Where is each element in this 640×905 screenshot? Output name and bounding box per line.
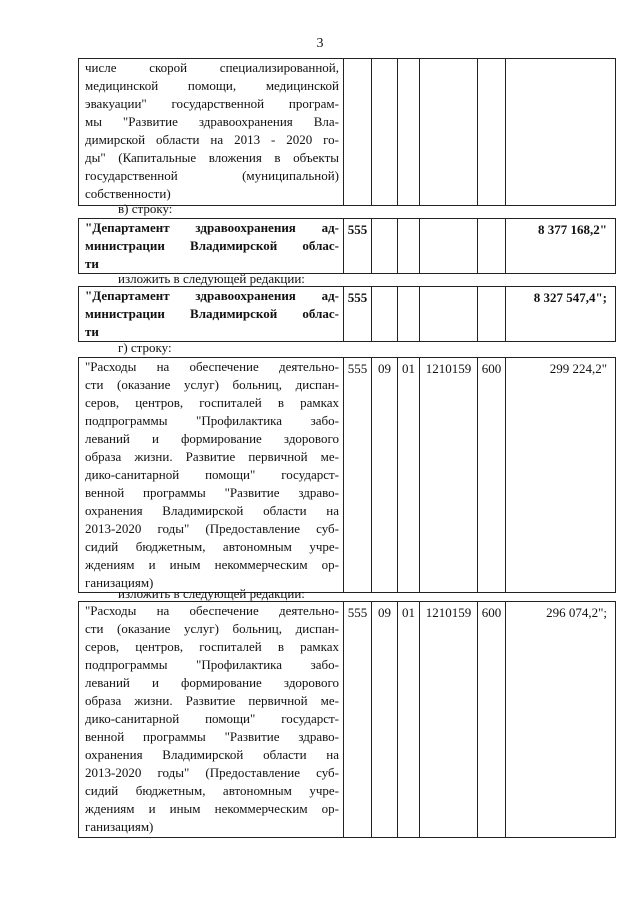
cell-code [344, 59, 372, 206]
text-line: охранения Владимирской области на [85, 747, 339, 762]
table-block-4 [78, 357, 616, 593]
row-description [79, 287, 344, 342]
cell-amount: 296 074,2"; [506, 602, 616, 838]
text-line: "Департамент здравоохранения ад- [85, 220, 339, 235]
text-line: дико-санитарной помощи" государст- [85, 467, 339, 482]
text-line: леваний и формирование здорового [85, 675, 339, 690]
cell-subsection [398, 287, 420, 342]
text-line: 2013-2020 годы" (Предоставление суб- [85, 765, 339, 780]
caption-edit-1: изложить в следующей редакции: [118, 271, 305, 286]
text-line: 2013-2020 годы" (Предоставление суб- [85, 521, 339, 536]
caption-edit-2: изложить в следующей редакции: [118, 586, 305, 601]
text-line: образа жизни. Развитие первичной ме- [85, 449, 339, 464]
table-row [79, 219, 616, 274]
cell-subsection [398, 59, 420, 206]
cell-type [478, 287, 506, 342]
text-line: министрации Владимирской облас- [85, 306, 339, 321]
caption-v: в) строку: [118, 201, 173, 216]
cell-code: 555 [344, 602, 372, 838]
cell-target [420, 59, 478, 206]
cell-code: 555 [344, 287, 372, 342]
cell-type [478, 219, 506, 274]
cell-code: 555 [344, 219, 372, 274]
text-line: сидий бюджетным, автономным учре- [85, 783, 339, 798]
text-line: серов, центров, госпиталей в рамках [85, 639, 339, 654]
text-line: ды" (Капитальные вложения в объекты [85, 150, 339, 165]
text-line: серов, центров, госпиталей в рамках [85, 395, 339, 410]
text-line: димирской области на 2013 - 2020 го- [85, 132, 339, 147]
caption-g: г) строку: [118, 340, 172, 355]
text-line: "Департамент здравоохранения ад- [85, 288, 339, 303]
text-line: эвакуации" государственной програм- [85, 96, 339, 111]
text-line: сидий бюджетным, автономным учре- [85, 539, 339, 554]
cell-subsection: 01 [398, 602, 420, 838]
text-line: медицинской помощи, медицинской [85, 78, 339, 93]
cell-type: 600 [478, 358, 506, 593]
cell-type [478, 59, 506, 206]
text-line: ждениям и иным некоммерческим ор- [85, 801, 339, 816]
table-block-1 [78, 58, 616, 206]
cell-amount: 8 377 168,2" [506, 219, 616, 274]
table-row [79, 59, 616, 206]
text-line: числе скорой специализированной, [85, 60, 339, 75]
cell-subsection: 01 [398, 358, 420, 593]
text-line: ганизациям) [85, 575, 154, 590]
text-line: собственности) [85, 186, 171, 201]
cell-amount: 299 224,2" [506, 358, 616, 593]
table-row [79, 602, 616, 838]
row-description [79, 358, 344, 593]
cell-target: 1210159 [420, 358, 478, 593]
table-row [79, 358, 616, 593]
cell-section [372, 287, 398, 342]
text-line: венной программы "Развитие здраво- [85, 729, 339, 744]
cell-amount [506, 59, 616, 206]
text-line: ти [85, 324, 99, 339]
table-block-3 [78, 286, 616, 342]
table-block-5 [78, 601, 616, 838]
text-line: образа жизни. Развитие первичной ме- [85, 693, 339, 708]
page-number: 3 [316, 36, 324, 51]
text-line: "Расходы на обеспечение деятельно- [85, 603, 339, 618]
cell-target: 1210159 [420, 602, 478, 838]
text-line: ганизациям) [85, 819, 154, 834]
cell-code: 555 [344, 358, 372, 593]
cell-subsection [398, 219, 420, 274]
text-line: подпрограммы "Профилактика забо- [85, 657, 339, 672]
text-line: ти [85, 256, 99, 271]
text-line: ждениям и иным некоммерческим ор- [85, 557, 339, 572]
text-line: сти (оказание услуг) больниц, диспан- [85, 377, 339, 392]
row-description [79, 59, 344, 206]
row-description [79, 219, 344, 274]
cell-section [372, 59, 398, 206]
text-line: сти (оказание услуг) больниц, диспан- [85, 621, 339, 636]
cell-target [420, 287, 478, 342]
text-line: "Расходы на обеспечение деятельно- [85, 359, 339, 374]
text-line: государственной (муниципальной) [85, 168, 339, 183]
table-row [79, 287, 616, 342]
text-line: министрации Владимирской облас- [85, 238, 339, 253]
table-block-2 [78, 218, 616, 274]
cell-amount: 8 327 547,4"; [506, 287, 616, 342]
row-description [79, 602, 344, 838]
text-line: венной программы "Развитие здраво- [85, 485, 339, 500]
text-line: мы "Развитие здравоохранения Вла- [85, 114, 339, 129]
cell-section: 09 [372, 358, 398, 593]
cell-target [420, 219, 478, 274]
text-line: подпрограммы "Профилактика забо- [85, 413, 339, 428]
text-line: дико-санитарной помощи" государст- [85, 711, 339, 726]
cell-section [372, 219, 398, 274]
text-line: леваний и формирование здорового [85, 431, 339, 446]
cell-section: 09 [372, 602, 398, 838]
text-line: охранения Владимирской области на [85, 503, 339, 518]
cell-type: 600 [478, 602, 506, 838]
